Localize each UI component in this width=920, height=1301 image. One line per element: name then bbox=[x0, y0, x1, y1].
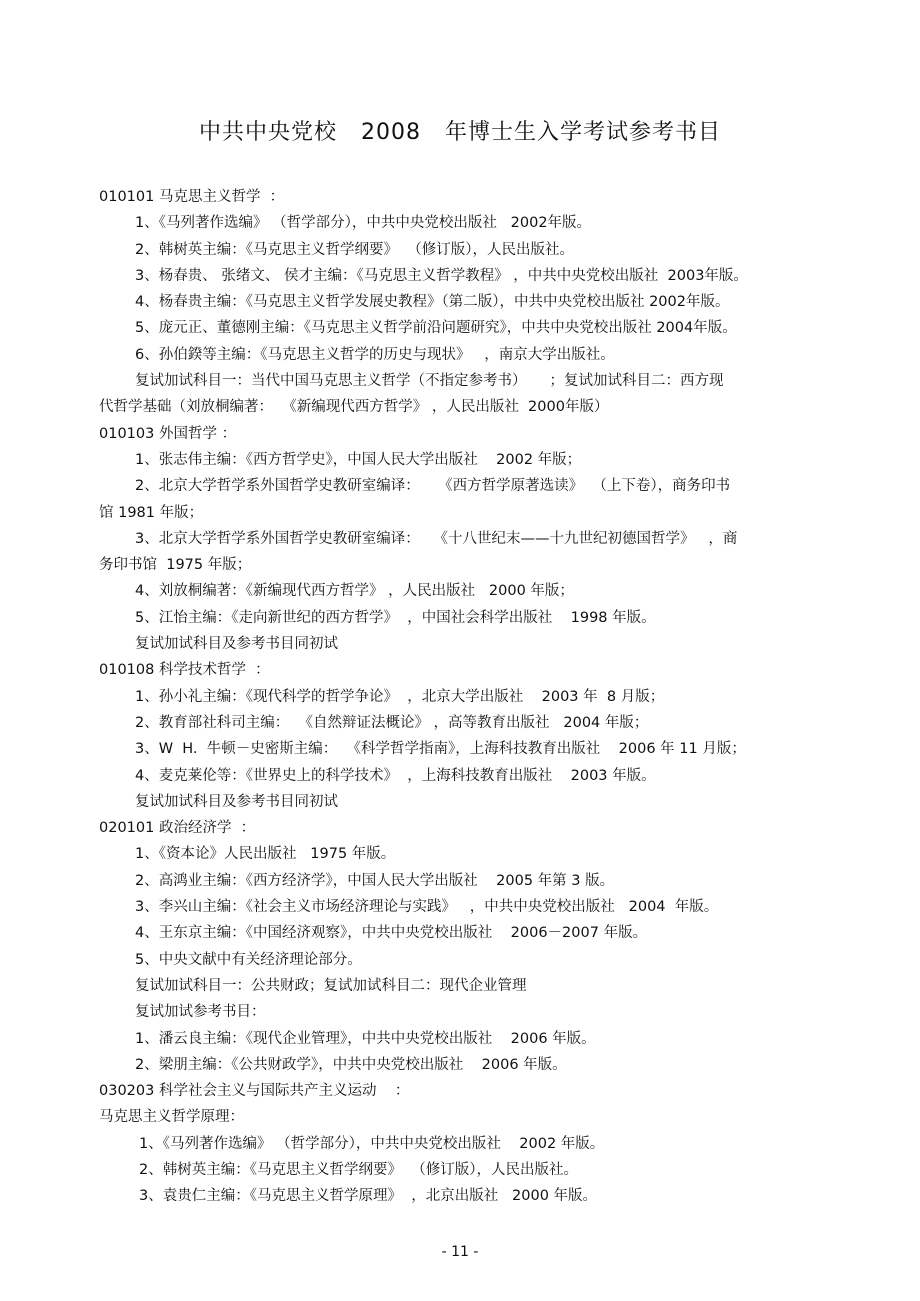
note-line: 复试加试科目及参考书目同初试 bbox=[135, 636, 338, 653]
reference-item: 3、北京大学哲学系外国哲学史教研室编译： 《十八世纪末——十九世纪初德国哲学》 ，商 bbox=[135, 530, 738, 547]
page-number: - 11 - bbox=[441, 1244, 479, 1260]
reference-item: 5、庞元正、董德刚主编：《马克思主义哲学前沿问题研究》，中共中央党校出版社 2004年版。 bbox=[135, 320, 737, 337]
reference-item: 5、江怡主编：《走向新世纪的西方哲学》 ，中国社会科学出版社 1998 年版。 bbox=[135, 609, 656, 626]
reference-item: 1、张志伟主编：《西方哲学史》，中国人民大学出版社 2002 年版； bbox=[135, 451, 582, 468]
note-line: 复试加试科目一：公共财政；复试加试科目二：现代企业管理 bbox=[135, 977, 527, 994]
reference-item: 6、孙伯鍨等主编：《马克思主义哲学的历史与现状》 ，南京大学出版社。 bbox=[135, 346, 615, 363]
reference-item: 4、杨春贵主编：《马克思主义哲学发展史教程》（第二版），中共中央党校出版社 2002年版。 bbox=[135, 294, 730, 311]
reference-item: 4、刘放桐编著：《新编现代西方哲学》 ，人民出版社 2000 年版； bbox=[135, 583, 574, 600]
reference-item: 4、麦克莱伦等：《世界史上的科学技术》 ，上海科技教育出版社 2003 年版。 bbox=[135, 767, 656, 784]
reference-item: 3、杨春贵、 张绪文、 侯才主编：《马克思主义哲学教程》 ，中共中央党校出版社 2003年版。 bbox=[135, 267, 748, 284]
section-heading: 010101 马克思主义哲学 ： bbox=[99, 189, 285, 205]
note-line: 复试加试参考书目： bbox=[135, 1004, 266, 1021]
bibliography-list bbox=[99, 184, 851, 1210]
continuation-line: 务印书馆 1975 年版； bbox=[99, 557, 252, 574]
reference-item: 2、北京大学哲学系外国哲学史教研室编译： 《西方哲学原著选读》 （上下卷），商务印书 bbox=[135, 478, 731, 495]
reference-item: 1、孙小礼主编：《现代科学的哲学争论》 ，北京大学出版社 2003 年 8 月版； bbox=[135, 688, 665, 705]
reference-item: 3、李兴山主编：《社会主义市场经济理论与实践》 ，中共中央党校出版社 2004 年版。 bbox=[135, 899, 719, 916]
reference-item: 2、教育部社科司主编： 《自然辩证法概论》 ，高等教育出版社 2004 年版； bbox=[135, 714, 649, 731]
reference-item: 1、潘云良主编：《现代企业管理》，中共中央党校出版社 2006 年版。 bbox=[135, 1030, 596, 1047]
reference-item: 2、韩树英主编：《马克思主义哲学纲要》 （修订版），人民出版社。 bbox=[139, 1161, 578, 1178]
reference-item: 2、梁朋主编：《公共财政学》，中共中央党校出版社 2006 年版。 bbox=[135, 1056, 567, 1073]
section-heading: 马克思主义哲学原理： bbox=[99, 1109, 244, 1126]
reference-item: 1、《资本论》人民出版社 1975 年版。 bbox=[135, 846, 396, 863]
reference-item: 3、袁贵仁主编：《马克思主义哲学原理》 ，北京出版社 2000 年版。 bbox=[139, 1188, 598, 1205]
section-heading: 030203 科学社会主义与国际共产主义运动 ： bbox=[99, 1083, 410, 1100]
reference-item: 4、王东京主编：《中国经济观察》，中共中央党校出版社 2006－2007 年版。 bbox=[135, 925, 648, 942]
reference-item: 1、《马列著作选编》 （哲学部分），中共中央党校出版社 2002 年版。 bbox=[139, 1135, 605, 1152]
reference-item: 5、中央文献中有关经济理论部分。 bbox=[135, 951, 362, 968]
section-heading: 010108 科学技术哲学 ： bbox=[99, 662, 270, 679]
continuation-line: 代哲学基础（刘放桐编著： 《新编现代西方哲学》 ，人民出版社 2000年版） bbox=[99, 399, 609, 416]
note-line: 复试加试科目及参考书目同初试 bbox=[135, 793, 338, 810]
continuation-line: 馆 1981 年版； bbox=[99, 504, 204, 521]
section-heading: 010103 外国哲学 ： bbox=[99, 425, 237, 442]
reference-item: 1、《马列著作选编》 （哲学部分），中共中央党校出版社 2002年版。 bbox=[135, 215, 592, 232]
note-line: 复试加试科目一：当代中国马克思主义哲学（不指定参考书） ；复试加试科目二：西方现 bbox=[135, 373, 724, 390]
reference-item: 3、W H. 牛顿－史密斯主编： 《科学哲学指南》，上海科技教育出版社 2006 年 11 月版； bbox=[135, 741, 746, 758]
page-title: 中共中央党校 2008 年博士生入学考试参考书目 bbox=[199, 120, 721, 145]
section-heading: 020101 政治经济学 ： bbox=[99, 820, 256, 837]
reference-item: 2、韩树英主编：《马克思主义哲学纲要》 （修订版），人民出版社。 bbox=[135, 241, 574, 258]
reference-item: 2、高鸿业主编：《西方经济学》，中国人民大学出版社 2005 年第 3 版。 bbox=[135, 872, 615, 889]
